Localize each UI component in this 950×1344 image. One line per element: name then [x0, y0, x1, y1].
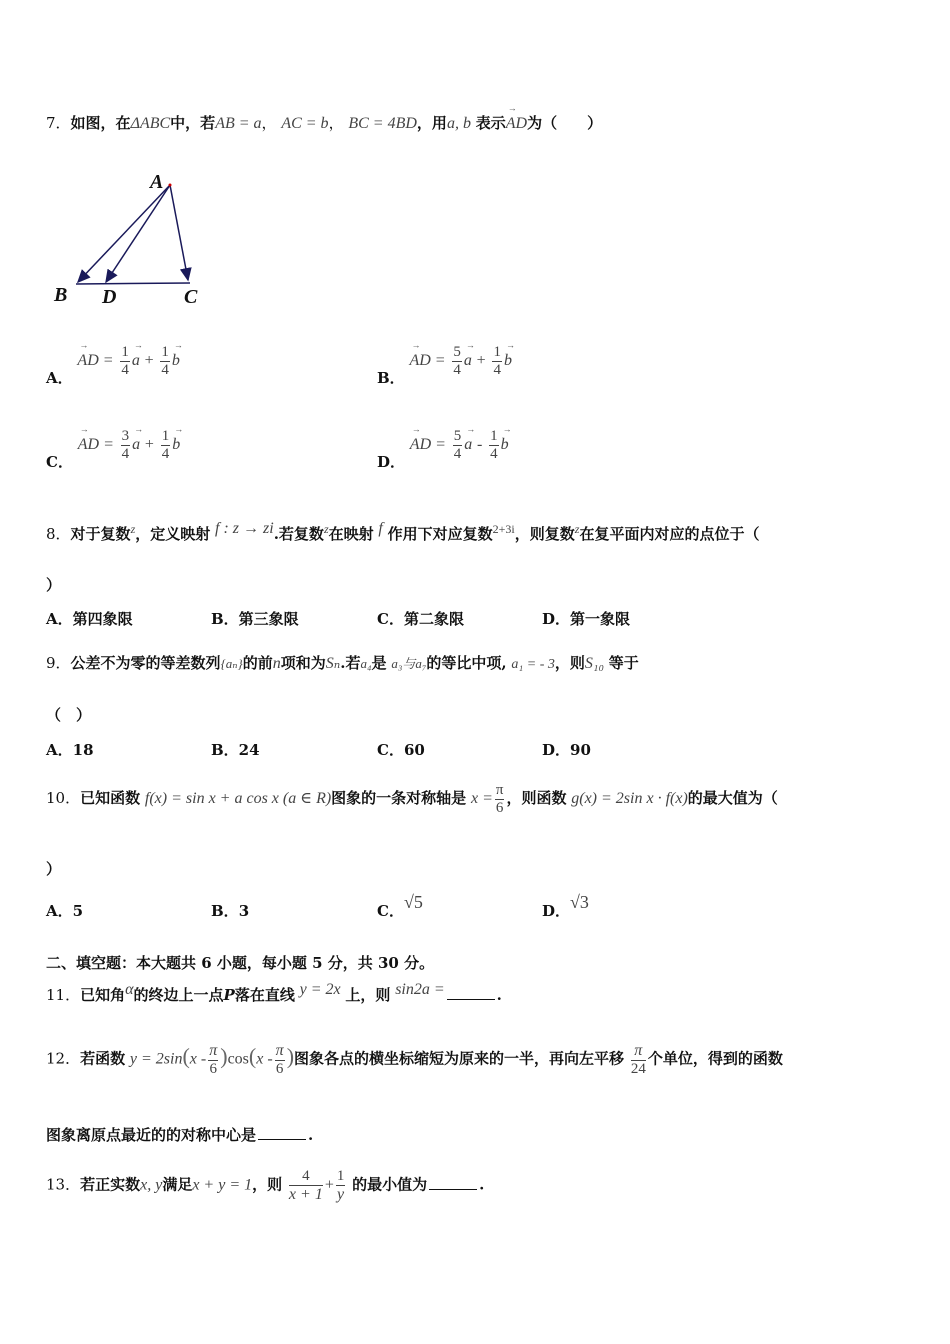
q8-f: f	[378, 520, 383, 537]
q10-text: ，则函数	[506, 789, 567, 807]
q7-option-d[interactable]	[377, 428, 509, 471]
q10-number: 10．	[46, 789, 81, 807]
q9-a4: a₄	[360, 656, 372, 671]
option-label: A．	[46, 369, 73, 387]
q11-text: 落在直线	[234, 986, 295, 1004]
q12-text: 图象各点的横坐标缩短为原来的一半，再向左平移	[294, 1049, 625, 1068]
q7-triangle: ΔABC	[130, 115, 171, 132]
label-c: C	[184, 286, 198, 308]
option-label: A．	[46, 902, 73, 920]
option-lhs: → AD =	[409, 352, 445, 370]
q8-text: 在复平面内对应的点位于（	[579, 525, 760, 543]
q7-option-a[interactable]	[46, 344, 180, 387]
q9-text: 是	[371, 654, 387, 672]
q10-option-b[interactable]	[211, 900, 249, 921]
q13-number: 13．	[46, 1175, 81, 1194]
q10-text: 已知函数	[80, 789, 141, 807]
q13-cond: x + y = 1	[192, 1176, 253, 1194]
q10-option-d[interactable]	[542, 892, 589, 920]
side-bc	[76, 283, 190, 284]
q10-fx: f(x) = sin x + a cos x (a ∈ R)	[144, 790, 332, 807]
coef-num: 1	[121, 344, 129, 360]
q9-text: .若	[340, 654, 361, 672]
operator: +	[144, 352, 154, 369]
q13-text: 的最小值为	[352, 1175, 428, 1194]
option-value: 5	[72, 902, 84, 920]
q7-text: 如图，在	[70, 114, 131, 132]
q9-stem	[46, 652, 639, 673]
q12-text: 若函数	[80, 1049, 126, 1068]
q8-z: z	[574, 522, 580, 536]
q10-close: ）	[46, 860, 62, 878]
q9-text: 公差不为零的等差数列	[70, 654, 221, 672]
q11-stem	[46, 981, 502, 1005]
q9-s10: S₁₀	[584, 655, 604, 672]
q10-option-a[interactable]	[46, 900, 83, 921]
q13-end: .	[479, 1175, 485, 1194]
label-b: B	[54, 284, 68, 306]
q13-answer-blank[interactable]	[429, 1189, 477, 1190]
q7-bc: BC = 4BD	[348, 115, 417, 132]
q9-number: 9．	[46, 654, 71, 672]
option-lhs: → AD =	[410, 436, 446, 454]
q13-plus: +	[324, 1176, 334, 1194]
q12-pi: π	[209, 1042, 218, 1059]
q13-xy: x, y	[140, 1176, 163, 1194]
q7-number: 7．	[46, 114, 71, 132]
vector-ad	[106, 185, 170, 282]
label-d: D	[102, 286, 117, 308]
q12-cos: cos	[227, 1050, 249, 1068]
q9-n: n	[272, 655, 281, 672]
q9-text: ，则	[554, 654, 585, 672]
q11-number: 11．	[46, 986, 81, 1004]
q12-arg: x -	[256, 1050, 273, 1068]
vector-var: → a	[132, 352, 140, 370]
q12-end: .	[308, 1126, 314, 1144]
q7-option-c[interactable]	[46, 428, 181, 471]
option-lhs: → AD =	[77, 352, 113, 370]
q9-text: 的前	[242, 654, 273, 672]
operator: +	[476, 352, 486, 369]
q12-number: 12．	[46, 1049, 81, 1068]
option-lhs: → AD =	[78, 436, 114, 454]
section-title: 二、填空题：本大题共 6 小题，每小题 5 分，共 30 分。	[46, 954, 435, 972]
q7-ab: AB = a	[215, 115, 262, 132]
vector-var: → a	[464, 436, 472, 454]
option-value: 3	[238, 902, 250, 920]
q9-option-a[interactable]: A．18	[46, 741, 94, 759]
q9-text: 项和为	[280, 654, 326, 672]
coef-num: 5	[453, 344, 461, 360]
operator: +	[144, 436, 154, 453]
q8-text: 作用下对应复数	[387, 525, 493, 543]
q8-z: z	[323, 522, 329, 536]
q8-option-d[interactable]: D．第一象限	[542, 610, 631, 628]
option-label: D．	[377, 453, 406, 471]
coef-num: 1	[490, 428, 498, 444]
q8-text: ，则复数	[514, 525, 575, 543]
q8-z: z	[130, 522, 136, 536]
q8-text: 对于复数	[70, 525, 131, 543]
q8-stem	[46, 522, 759, 544]
coef-num: 1	[493, 344, 501, 360]
point-a	[169, 184, 172, 187]
q8-text: ，定义映射	[135, 525, 211, 543]
q10-axis-num: π	[495, 782, 504, 798]
q12-six: 6	[275, 1060, 284, 1077]
q9-option-d[interactable]: D．90	[542, 741, 591, 759]
coef-den: 4	[161, 361, 169, 378]
q8-text: 在映射	[328, 525, 374, 543]
q9-a3a7: a₃与a₇	[391, 656, 427, 671]
coef-den: 4	[121, 445, 130, 462]
q11-answer-blank[interactable]	[447, 999, 495, 1000]
q12-stem: 12．若函数 y = 2sin(x - $\frac{\pi}{6}$ )cos(x - $\frac{\pi}{6}$ )图象各点的横坐标缩短为原来的一半，再向左平移 $\frac{\pi}{24}$ 个单位，得到的函数	[46, 1042, 783, 1077]
vector-var: → b	[504, 352, 512, 370]
q9-text: 等于	[608, 654, 639, 672]
coef-num: 1	[161, 344, 169, 360]
q7-stem: 7．如图，在ΔABC中，若AB = a， AC = b， BC = 4BD，用a, b 表示→ AD为（ ）	[46, 112, 602, 133]
q7-text: 为（ ）	[527, 114, 603, 132]
label-a: A	[150, 171, 164, 193]
q11-point-p: P	[223, 986, 235, 1004]
q7-text: ，用	[416, 114, 447, 132]
q12-text: 个单位，得到的函数	[647, 1049, 783, 1068]
q8-text: .若复数	[273, 525, 324, 543]
q10-text: 的最大值为（	[687, 789, 778, 807]
vector-var: → b	[501, 436, 509, 454]
q8-option-c[interactable]: C．第二象限	[377, 610, 464, 628]
q8-option-b[interactable]: B．第三象限	[211, 610, 299, 628]
q12-shift-den: 24	[630, 1060, 646, 1077]
q7-ac: AC = b	[281, 115, 329, 132]
q8-close: ）	[46, 576, 62, 594]
coef-den: 4	[490, 445, 498, 462]
coef-num: 5	[453, 428, 462, 444]
vector-var: → a	[464, 352, 472, 370]
q12-answer-blank[interactable]	[258, 1139, 306, 1140]
q11-text: 的终边上一点	[133, 986, 224, 1004]
q7-text: 表示	[475, 114, 506, 132]
q9-text: 的等比中项,	[426, 654, 507, 672]
coef-den: 4	[453, 445, 462, 462]
option-label: D．	[542, 902, 571, 920]
coef-num: 3	[121, 428, 130, 444]
q13-stem	[46, 1168, 484, 1203]
q12-text: 图象离原点最近的的对称中心是	[46, 1126, 257, 1144]
q10-option-c[interactable]	[377, 892, 423, 920]
q11-text: 上，则	[345, 986, 391, 1004]
q7-ad: → AD	[506, 115, 527, 133]
option-label: C．	[46, 453, 73, 471]
q7-option-b[interactable]	[377, 344, 512, 387]
q10-text: 图象的一条对称轴是	[331, 789, 467, 807]
q9-sn: Sₙ	[325, 655, 341, 672]
q10-gx: g(x) = 2sin x · f(x)	[571, 790, 688, 807]
option-label: B．	[377, 369, 405, 387]
q7-text: 中，若	[170, 114, 216, 132]
q8-number: 8．	[46, 525, 71, 543]
q12-six: 6	[209, 1060, 217, 1077]
coef-den: 4	[121, 361, 129, 378]
q10-axis-lhs: x =	[470, 790, 493, 807]
option-label: C．	[377, 902, 404, 920]
q8-map: f : z → zi	[215, 520, 274, 537]
q8-option-a[interactable]: A．第四象限	[46, 610, 133, 628]
option-value: √5	[403, 892, 423, 912]
q13-frac2-den: y	[337, 1185, 345, 1203]
coef-den: 4	[493, 361, 501, 378]
q8-w: 2+3i	[492, 522, 515, 536]
q13-text: ，则	[252, 1175, 283, 1194]
vector-var: → b	[172, 436, 180, 454]
q13-text: 满足	[162, 1175, 193, 1194]
q13-frac1-num: 4	[289, 1168, 323, 1186]
vector-var: → b	[172, 352, 180, 370]
q9-a1: a₁ = - 3	[511, 657, 555, 672]
vector-ab	[78, 185, 170, 282]
q9-paren: （ ）	[46, 706, 92, 724]
q9-option-b[interactable]: B．24	[211, 741, 260, 759]
q12-fn: y = 2sin	[129, 1050, 183, 1068]
q13-frac1-den: x + 1	[288, 1185, 323, 1203]
vector-ac	[170, 185, 188, 280]
q10-stem	[46, 782, 778, 816]
q11-end: .	[496, 986, 502, 1004]
q13-text: 若正实数	[80, 1175, 141, 1194]
q12-arg: x -	[189, 1050, 207, 1068]
option-value: √3	[570, 892, 589, 912]
q12-stem-cont	[46, 1124, 313, 1145]
coef-den: 4	[161, 445, 170, 462]
option-label: B．	[211, 902, 239, 920]
operator: -	[476, 436, 483, 453]
q13-frac2-num: 1	[336, 1168, 345, 1184]
q12-shift-num: π	[631, 1042, 646, 1061]
coef-den: 4	[453, 361, 461, 378]
q12-pi: π	[275, 1042, 284, 1059]
vector-var: → a	[132, 436, 140, 454]
q9-option-c[interactable]: C．60	[377, 741, 425, 759]
q7-vars: a, b	[446, 115, 471, 132]
q11-line: y = 2x	[299, 981, 341, 998]
q9-seq: {aₙ}	[220, 656, 243, 671]
q11-expr: sin2a =	[395, 981, 445, 998]
q11-text: 已知角	[80, 986, 126, 1004]
q10-axis-den: 6	[495, 799, 504, 816]
q11-alpha: α	[125, 981, 134, 998]
coef-num: 1	[161, 428, 170, 444]
triangle-figure	[50, 168, 210, 308]
